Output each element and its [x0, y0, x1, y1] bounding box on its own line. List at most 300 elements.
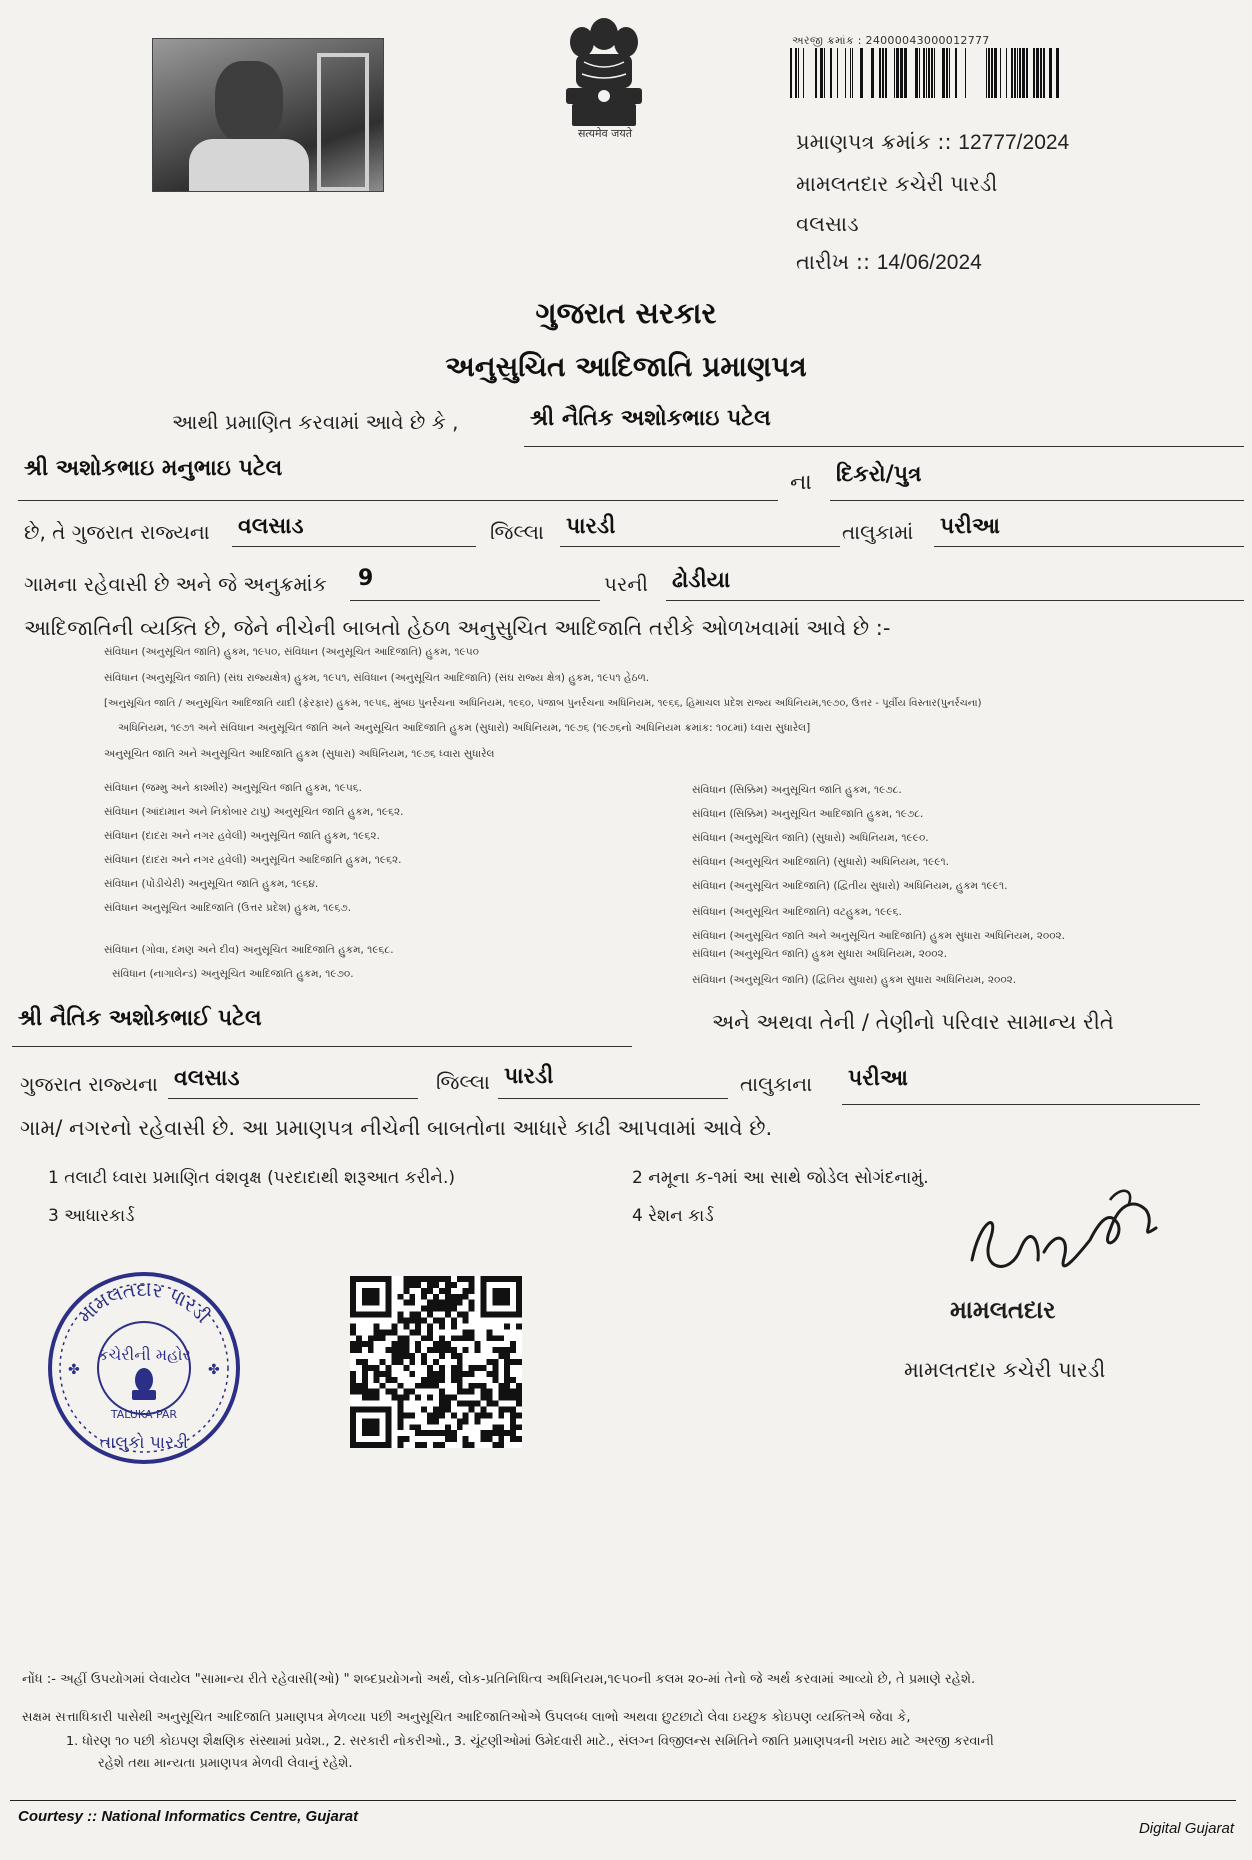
- qr-module: [386, 1312, 392, 1318]
- qr-module: [516, 1436, 522, 1442]
- barcode-bar: [1040, 48, 1042, 98]
- qr-module: [457, 1294, 463, 1300]
- qr-module: [498, 1335, 504, 1341]
- qr-module: [356, 1276, 362, 1282]
- order-right: સંવિધાન (અનુસૂચિત જાતિ અને અનુસૂચિત આદિજાતિ) હુકમ સુધારા અધિનિયમ, ૨૦૦૨.: [692, 930, 1066, 942]
- qr-module: [439, 1430, 445, 1436]
- qr-module: [498, 1412, 504, 1418]
- order-right: સંવિધાન (અનુસૂચિત જાતિ) હુકમ સુધારા અધિનિયમ, ૨૦૦૨.: [692, 948, 948, 960]
- qr-module: [433, 1383, 439, 1389]
- qr-module: [445, 1312, 451, 1318]
- qr-module: [463, 1329, 469, 1335]
- tribe-name: ઢોડીયા: [672, 568, 731, 593]
- qr-module: [433, 1412, 439, 1418]
- qr-module: [475, 1383, 481, 1389]
- qr-module: [409, 1300, 415, 1306]
- qr-module: [516, 1294, 522, 1300]
- qr-module: [516, 1412, 522, 1418]
- order-left: સંવિધાન (દાદરા અને નગર હવેલી) અનુસૂચિત આદિજાતિ હુકમ, ૧૯૬૨.: [104, 854, 402, 866]
- barcode-bar: [994, 48, 997, 98]
- barcode-bar: [1049, 48, 1052, 98]
- barcode-bar: [1043, 48, 1045, 98]
- qr-module: [451, 1436, 457, 1442]
- qr-module: [397, 1401, 403, 1407]
- qr-module: [386, 1371, 392, 1377]
- qr-module: [356, 1312, 362, 1318]
- qr-module: [392, 1329, 398, 1335]
- qr-module: [457, 1353, 463, 1359]
- qr-module: [368, 1347, 374, 1353]
- order-line: [અનુસૂચિત જાતિ / અનુસૂચિત આદિજાતિ યાદી (ફેરફાર) હુકમ, ૧૯૫૬, મુંબઇ પુનર્રચના અધિનિયમ, ૧૯૬૦, પંજાબ પુનર્રચના અધિનિયમ, ૧૯૬૬, હિમાચલ પ્રદેશ રાજ્ય અધિનિયમ,૧૯૭૦, ઉત્તર - પૂર્વીય વિસ્તાર(પુનર્રચના): [104, 698, 982, 709]
- qr-module: [374, 1300, 380, 1306]
- barcode-bar: [991, 48, 993, 98]
- qr-module: [368, 1341, 374, 1347]
- residence-name: શ્રી નૈતિક અશોકભાઈ પટેલ: [18, 1006, 262, 1031]
- barcode-bar: [803, 48, 804, 98]
- qr-module: [475, 1365, 481, 1371]
- qr-module: [397, 1294, 403, 1300]
- note-3: 1. ધોરણ ૧૦ પછી કોઇપણ શૈક્ષણિક સંસ્થામાં પ્રવેશ., 2. સરકારી નોકરીઓ., 3. ચૂંટણીઓમાં ઉમેદવારી માટે., સંલગ્ન વિજીલન્સ સમિતિને જાતિ પ્રમાણપત્રની ખરાઇ માટે અરજી કરવાની: [66, 1734, 994, 1749]
- qr-module: [498, 1276, 504, 1282]
- qr-module: [368, 1276, 374, 1282]
- barcode-bar: [1017, 48, 1018, 98]
- qr-module: [427, 1288, 433, 1294]
- qr-module: [403, 1335, 409, 1341]
- seal-star-right: ✤: [208, 1362, 220, 1378]
- signature-icon: [960, 1180, 1170, 1290]
- qr-module: [362, 1359, 368, 1365]
- qr-module: [457, 1359, 463, 1365]
- qr-module: [486, 1395, 492, 1401]
- qr-module: [356, 1406, 362, 1412]
- qr-module: [392, 1359, 398, 1365]
- qr-module: [445, 1406, 451, 1412]
- qr-module: [386, 1329, 392, 1335]
- qr-module: [451, 1347, 457, 1353]
- qr-module: [374, 1365, 380, 1371]
- qr-module: [397, 1436, 403, 1442]
- qr-module: [480, 1276, 486, 1282]
- qr-module: [486, 1371, 492, 1377]
- barcode-bar: [885, 48, 887, 98]
- qr-module: [486, 1430, 492, 1436]
- qr-module: [409, 1282, 415, 1288]
- qr-module: [439, 1395, 445, 1401]
- qr-module: [427, 1395, 433, 1401]
- qr-module: [433, 1341, 439, 1347]
- qr-module: [486, 1359, 492, 1365]
- qr-module: [504, 1300, 510, 1306]
- qr-module: [475, 1401, 481, 1407]
- qr-module: [439, 1406, 445, 1412]
- qr-module: [463, 1389, 469, 1395]
- emblem-caption: सत्यमेव जयते: [577, 127, 632, 140]
- qr-module: [480, 1282, 486, 1288]
- order-right: સંવિધાન (અનુસૂચિત આદિજાતિ) વટહુકમ, ૧૯૯૬.: [692, 906, 902, 918]
- order-left: સંવિધાન (જમ્મુ અને કાશ્મીર) અનુસૂચિત જાતિ હુકમ, ૧૯૫૬.: [104, 782, 362, 794]
- qr-module: [486, 1436, 492, 1442]
- qr-module: [409, 1359, 415, 1365]
- qr-module: [439, 1335, 445, 1341]
- qr-module: [480, 1395, 486, 1401]
- qr-module: [516, 1424, 522, 1430]
- qr-module: [469, 1276, 475, 1282]
- qr-module: [492, 1359, 498, 1365]
- barcode-number: અરજી ક્રમાંક : 24000043000012777: [792, 34, 990, 47]
- qr-module: [480, 1312, 486, 1318]
- qr-module: [510, 1377, 516, 1383]
- qr-module: [415, 1282, 421, 1288]
- qr-module: [392, 1341, 398, 1347]
- qr-module: [469, 1442, 475, 1448]
- qr-module: [386, 1306, 392, 1312]
- qr-module: [415, 1395, 421, 1401]
- order-left: સંવિધાન (ગોવા, દમણ અને દીવ) અનુસૂચિત આદિજાતિ હુકમ, ૧૯૬૮.: [104, 944, 394, 956]
- barcode-bar: [1019, 48, 1021, 98]
- qr-module: [403, 1288, 409, 1294]
- qr-module: [457, 1276, 463, 1282]
- qr-module: [433, 1306, 439, 1312]
- qr-module: [504, 1294, 510, 1300]
- qr-module: [451, 1306, 457, 1312]
- certify-text: આથી પ્રમાણિત કરવામાં આવે છે કે ,: [172, 410, 459, 434]
- qr-module: [362, 1294, 368, 1300]
- qr-module: [516, 1306, 522, 1312]
- qr-module: [469, 1329, 475, 1335]
- qr-module: [451, 1323, 457, 1329]
- barcode-bar: [1014, 48, 1016, 98]
- barcode-bar: [942, 48, 945, 98]
- qr-module: [415, 1442, 421, 1448]
- note-4: રહેશે તથા માન્યતા પ્રમાણપત્ર મેળવી લેવાનું રહેશે.: [98, 1756, 353, 1771]
- qr-module: [403, 1341, 409, 1347]
- qr-module: [386, 1347, 392, 1353]
- barcode-bar: [837, 48, 838, 98]
- qr-module: [421, 1288, 427, 1294]
- order-left: સંવિધાન અનુસૂચિત આદિજાતિ (ઉત્તર પ્રદેશ) હુકમ, ૧૯૬૭.: [104, 902, 352, 914]
- village-value: પરીઆ: [940, 514, 1000, 539]
- office-seal-icon: [44, 1268, 244, 1468]
- qr-module: [433, 1294, 439, 1300]
- qr-module: [510, 1359, 516, 1365]
- par-label: પરની: [604, 572, 648, 596]
- qr-module: [480, 1288, 486, 1294]
- qr-module: [504, 1359, 510, 1365]
- qr-module: [439, 1318, 445, 1324]
- qr-module: [498, 1389, 504, 1395]
- order-right: સંવિધાન (અનુસૂચિત આદિજાતિ) (દ્વિતીય સુધારો) અધિનિયમ, હુકમ ૧૯૯૧.: [692, 880, 1008, 892]
- qr-module: [368, 1300, 374, 1306]
- qr-module: [439, 1412, 445, 1418]
- qr-module: [380, 1371, 386, 1377]
- qr-module: [445, 1424, 451, 1430]
- order-right: સંવિધાન (સિક્કિમ) અનુસૂચિત જાતિ હુકમ, ૧૯૭૮.: [692, 784, 902, 796]
- qr-module: [498, 1406, 504, 1412]
- barcode-bar: [790, 48, 792, 98]
- qr-module: [386, 1288, 392, 1294]
- qr-module: [439, 1276, 445, 1282]
- qr-module: [480, 1365, 486, 1371]
- qr-module: [415, 1383, 421, 1389]
- qr-module: [368, 1294, 374, 1300]
- qr-module: [392, 1395, 398, 1401]
- qr-module: [386, 1424, 392, 1430]
- order-line: સંવિધાન (અનુસૂચિત જાતિ) (સંઘ રાજ્યક્ષેત્ર) હુકમ, ૧૯૫૧, સંવિધાન (અનુસૂચિત આદિજાતિ) (સંઘ રાજ્ય ક્ષેત્ર) હુકમ, ૧૯૫૧ હેઠળ.: [104, 672, 650, 684]
- qr-module: [380, 1442, 386, 1448]
- qr-module: [386, 1365, 392, 1371]
- barcode-bar: [860, 48, 863, 98]
- qr-module: [415, 1341, 421, 1347]
- qr-module: [397, 1312, 403, 1318]
- qr-module: [350, 1276, 356, 1282]
- qr-module: [486, 1335, 492, 1341]
- qr-module: [439, 1401, 445, 1407]
- qr-module: [386, 1436, 392, 1442]
- resident-text: ગામના રહેવાસી છે અને જે અનુક્રમાંક: [24, 572, 327, 596]
- qr-module: [433, 1276, 439, 1282]
- footer-brand: Digital Gujarat: [1138, 1820, 1234, 1837]
- family-text: અને અથવા તેની / તેણીનો પરિવાર સામાન્ય રીતે: [712, 1010, 1114, 1034]
- qr-module: [516, 1401, 522, 1407]
- qr-module: [362, 1430, 368, 1436]
- qr-module: [463, 1294, 469, 1300]
- qr-module: [433, 1377, 439, 1383]
- qr-module: [463, 1371, 469, 1377]
- qr-module: [380, 1359, 386, 1365]
- qr-module: [516, 1359, 522, 1365]
- order-left: સંવિધાન (દાદરા અને નગર હવેલી) અનુસૂચિત જાતિ હુકમ, ૧૯૬૨.: [104, 830, 380, 842]
- qr-module: [427, 1412, 433, 1418]
- barcode-bar: [830, 48, 832, 98]
- qr-module: [386, 1377, 392, 1383]
- qr-module: [469, 1389, 475, 1395]
- qr-module: [374, 1430, 380, 1436]
- qr-module: [415, 1318, 421, 1324]
- qr-module: [368, 1395, 374, 1401]
- seal-bottom-text: તાલુકો પારડી: [99, 1433, 189, 1453]
- qr-module: [498, 1430, 504, 1436]
- barcode-bar: [1056, 48, 1059, 98]
- qr-module: [480, 1406, 486, 1412]
- qr-module: [415, 1276, 421, 1282]
- barcode-bar: [820, 48, 823, 98]
- residence-district-value: વલસાડ: [174, 1066, 240, 1091]
- basis-item: 4 રેશન કાર્ડ: [632, 1206, 714, 1226]
- qr-module: [403, 1395, 409, 1401]
- qr-module: [480, 1294, 486, 1300]
- qr-module: [492, 1312, 498, 1318]
- certificate-number-row: [796, 130, 1069, 155]
- qr-module: [397, 1395, 403, 1401]
- qr-module: [510, 1389, 516, 1395]
- qr-module: [492, 1294, 498, 1300]
- date-label: તારીખ ::: [796, 250, 871, 274]
- qr-module: [397, 1335, 403, 1341]
- basis-item: 1 તલાટી ધ્વારા પ્રમાણિત વંશવૃક્ષ (પરદાદાથી શરૂઆત કરીને.): [48, 1168, 455, 1188]
- qr-module: [427, 1312, 433, 1318]
- note-2: સક્ષમ સત્તાધિકારી પાસેથી અનુસૂચિત આદિજાતિ પ્રમાણપત્ર મેળવ્યા પછી અનુસૂચિત આદિજાતિઓએ ઉપલબ્ધ લાભો અથવા છુટછાટો લેવા ઇચ્છુક કોઇપણ વ્યક્તિએ જેવા કે,: [22, 1710, 911, 1725]
- father-name: શ્રી અશોકભાઇ મનુભાઇ પટેલ: [24, 456, 283, 481]
- qr-module: [439, 1365, 445, 1371]
- qr-module: [421, 1353, 427, 1359]
- qr-module: [368, 1389, 374, 1395]
- government-title: ગુજરાત સરકાર: [535, 296, 717, 330]
- qr-module: [368, 1430, 374, 1436]
- qr-module: [380, 1335, 386, 1341]
- qr-module: [374, 1406, 380, 1412]
- qr-module: [368, 1418, 374, 1424]
- qr-module: [421, 1430, 427, 1436]
- barcode-bar: [1011, 48, 1013, 98]
- seal-english-text: TALUKA PAR: [110, 1408, 178, 1421]
- district-value: વલસાડ: [238, 514, 304, 539]
- qr-module: [362, 1300, 368, 1306]
- qr-module: [403, 1365, 409, 1371]
- qr-module: [510, 1406, 516, 1412]
- qr-module: [380, 1329, 386, 1335]
- barcode-bar: [955, 48, 957, 98]
- serial-number: 9: [358, 566, 374, 591]
- qr-module: [368, 1406, 374, 1412]
- qr-module: [368, 1288, 374, 1294]
- qr-module: [374, 1442, 380, 1448]
- qr-module: [486, 1412, 492, 1418]
- qr-module: [469, 1288, 475, 1294]
- qr-module: [368, 1365, 374, 1371]
- qr-module: [475, 1412, 481, 1418]
- qr-module: [362, 1424, 368, 1430]
- qr-module: [445, 1341, 451, 1347]
- qr-module: [403, 1323, 409, 1329]
- qr-module: [451, 1282, 457, 1288]
- qr-module: [492, 1442, 498, 1448]
- qr-module: [498, 1294, 504, 1300]
- qr-module: [350, 1341, 356, 1347]
- residence-district-label: જિલ્લા: [436, 1070, 490, 1094]
- qr-module: [427, 1306, 433, 1312]
- qr-module: [397, 1353, 403, 1359]
- qr-module: [504, 1353, 510, 1359]
- qr-module: [510, 1430, 516, 1436]
- state-text: છે, તે ગુજરાત રાજ્યના: [24, 520, 210, 544]
- order-right: સંવિધાન (અનુસૂચિત જાતિ) (સુધારો) અધિનિયમ, ૧૯૯૦.: [692, 832, 929, 844]
- qr-module: [469, 1300, 475, 1306]
- qr-module: [433, 1418, 439, 1424]
- qr-module: [392, 1347, 398, 1353]
- signatory-office: મામલતદાર કચેરી પારડી: [904, 1358, 1106, 1382]
- qr-module: [403, 1347, 409, 1353]
- barcode-bar: [798, 48, 799, 98]
- qr-module: [397, 1442, 403, 1448]
- barcode-bar: [845, 48, 846, 98]
- qr-module: [392, 1389, 398, 1395]
- barcode-bar: [815, 48, 817, 98]
- qr-module: [504, 1383, 510, 1389]
- qr-module: [445, 1276, 451, 1282]
- qr-module: [350, 1436, 356, 1442]
- qr-module: [421, 1383, 427, 1389]
- qr-module: [475, 1341, 481, 1347]
- qr-module: [498, 1395, 504, 1401]
- qr-module: [427, 1365, 433, 1371]
- qr-module: [480, 1412, 486, 1418]
- barcode-bar: [934, 48, 935, 98]
- qr-module: [480, 1300, 486, 1306]
- qr-module: [498, 1436, 504, 1442]
- qr-module: [374, 1335, 380, 1341]
- qr-module: [486, 1276, 492, 1282]
- barcode-bar: [1033, 48, 1035, 98]
- qr-module: [415, 1430, 421, 1436]
- qr-module: [356, 1347, 362, 1353]
- barcode-bar: [1036, 48, 1039, 98]
- qr-module: [374, 1288, 380, 1294]
- barcode-bar: [894, 48, 895, 98]
- qr-module: [492, 1335, 498, 1341]
- qr-module: [516, 1389, 522, 1395]
- order-left: સંવિધાન (નાગાલેન્ડ) અનુસૂચિત આદિજાતિ હુકમ, ૧૯૭૦.: [112, 968, 354, 980]
- qr-code[interactable]: [350, 1276, 522, 1448]
- qr-module: [362, 1395, 368, 1401]
- qr-module: [433, 1318, 439, 1324]
- barcode-bar: [949, 48, 950, 98]
- order-left: સંવિધાન (પોંડીચેરી) અનુસૂચિત જાતિ હુકમ, ૧૯૬૪.: [104, 878, 319, 890]
- qr-module: [374, 1276, 380, 1282]
- barcode-bar: [988, 48, 990, 98]
- qr-module: [445, 1395, 451, 1401]
- qr-module: [350, 1406, 356, 1412]
- qr-module: [421, 1294, 427, 1300]
- qr-module: [457, 1300, 463, 1306]
- barcode-bar: [986, 48, 987, 98]
- qr-module: [397, 1406, 403, 1412]
- qr-module: [427, 1377, 433, 1383]
- qr-module: [380, 1312, 386, 1318]
- qr-module: [368, 1424, 374, 1430]
- qr-module: [480, 1306, 486, 1312]
- qr-module: [374, 1389, 380, 1395]
- qr-module: [356, 1383, 362, 1389]
- qr-module: [469, 1383, 475, 1389]
- qr-module: [516, 1276, 522, 1282]
- qr-module: [486, 1329, 492, 1335]
- qr-module: [457, 1389, 463, 1395]
- qr-module: [451, 1371, 457, 1377]
- qr-module: [409, 1329, 415, 1335]
- order-right: સંવિધાન (અનુસૂચિત આદિજાતિ) (સુધારો) અધિનિયમ, ૧૯૯૧.: [692, 856, 950, 868]
- qr-module: [457, 1365, 463, 1371]
- qr-module: [356, 1359, 362, 1365]
- qr-module: [374, 1371, 380, 1377]
- qr-module: [403, 1276, 409, 1282]
- qr-module: [386, 1294, 392, 1300]
- qr-module: [451, 1353, 457, 1359]
- qr-module: [427, 1323, 433, 1329]
- qr-module: [362, 1389, 368, 1395]
- qr-module: [451, 1365, 457, 1371]
- qr-module: [445, 1288, 451, 1294]
- qr-module: [510, 1276, 516, 1282]
- order-line: અધિનિયમ, ૧૯૭૧ અને સંવિધાન અનુસૂચિત જાતિ અને અનુસૂચિત આદિજાતિ હુકમ (સુધારો) અધિનિયમ, ૧૯૭૬ (૧૯૭૬નો અધિનિયમ ક્રમાંક: ૧૦૮માં) ધ્વારા સુધારેલ]: [118, 722, 811, 734]
- qr-module: [469, 1335, 475, 1341]
- qr-module: [492, 1300, 498, 1306]
- qr-module: [510, 1436, 516, 1442]
- date-row: [796, 250, 982, 275]
- barcode-bar: [931, 48, 933, 98]
- qr-module: [492, 1424, 498, 1430]
- qr-module: [350, 1412, 356, 1418]
- qr-module: [409, 1276, 415, 1282]
